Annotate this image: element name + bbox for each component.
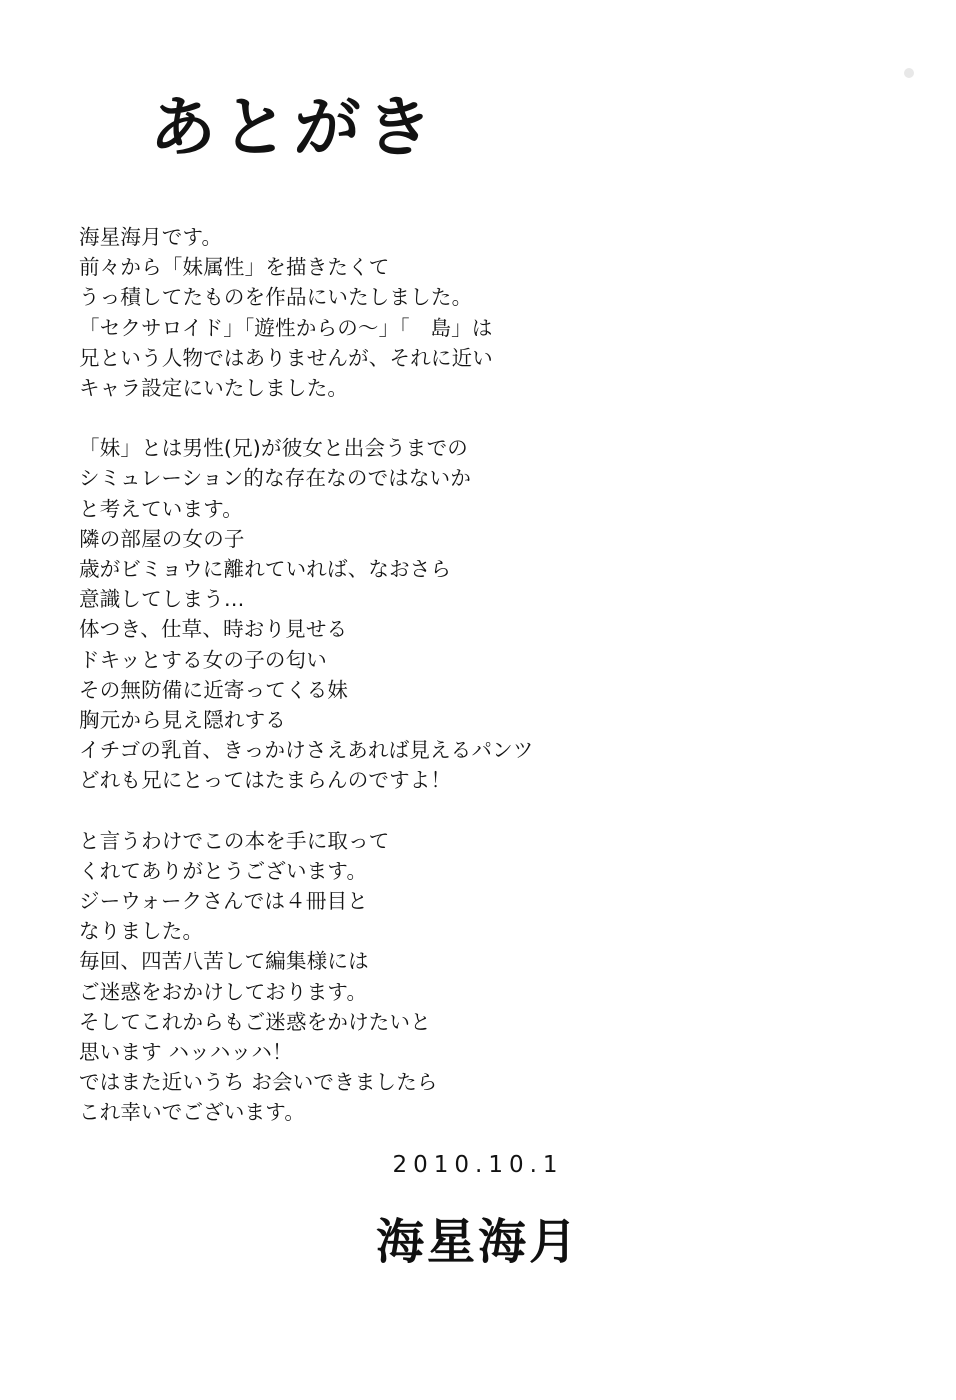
corner-dot-mark — [904, 68, 914, 78]
text-line: 前々から「妹属性」を描きたくて — [79, 255, 390, 280]
paragraph-closing — [79, 826, 839, 1128]
text-line: と考えています。 — [79, 496, 243, 521]
author-signature: 海星海月 — [375, 1214, 580, 1270]
text-line: と言うわけでこの本を手に取って — [79, 828, 390, 853]
text-line: 胸元から見え隠れする — [79, 708, 286, 733]
text-line: どれも兄にとってはたまらんのですよ！ — [79, 768, 452, 793]
text-line: 体つき、仕草、時おり見せる — [79, 617, 348, 642]
text-line: 「妹」とは男性(兄)が彼女と出会うまでの — [79, 436, 468, 461]
text-line: イチゴの乳首、きっかけさえあれば見えるパンツ — [79, 738, 534, 763]
text-line: これ幸いでございます。 — [79, 1100, 306, 1125]
publication-date: 2010.10.1 — [392, 1152, 564, 1178]
text-line: ドキッとする女の子の匂い — [79, 647, 327, 672]
text-line: キャラ設定にいたしました。 — [79, 376, 349, 401]
text-line: 兄という人物ではありませんが、それに近い — [79, 345, 493, 370]
text-line: 隣の部屋の女の子 — [79, 526, 245, 551]
paragraph-thoughts — [79, 433, 839, 795]
afterword-body — [79, 222, 839, 1128]
text-line: シミュレーション的な存在なのではないか — [79, 466, 472, 491]
text-line: ではまた近いうち お会いできましたら — [79, 1070, 438, 1095]
text-line: 歳がビミョウに離れていれば、なおさら — [79, 557, 452, 582]
paragraph-intro — [79, 222, 839, 403]
text-line: 思います ハッハッハ！ — [79, 1040, 293, 1065]
text-line: 意識してしまう… — [79, 587, 245, 612]
text-line: そしてこれからもご迷惑をかけたいと — [79, 1009, 431, 1034]
text-line: ジーウォークさんでは４冊目と — [79, 889, 368, 914]
text-line: 「セクサロイド」「遊性からの〜」「 島」は — [79, 315, 493, 340]
text-line: その無防備に近寄ってくる妹 — [79, 677, 349, 702]
text-line: くれてありがとうございます。 — [79, 858, 368, 883]
text-line: なりました。 — [79, 919, 204, 944]
page-title: あとがき — [148, 89, 440, 166]
text-line: うっ積してたものを作品にいたしました。 — [79, 285, 473, 310]
text-line: 海星海月です。 — [79, 225, 223, 249]
text-line: 毎回、四苦八苦して編集様には — [79, 949, 369, 974]
text-line: ご迷惑をおかけしております。 — [79, 979, 368, 1004]
